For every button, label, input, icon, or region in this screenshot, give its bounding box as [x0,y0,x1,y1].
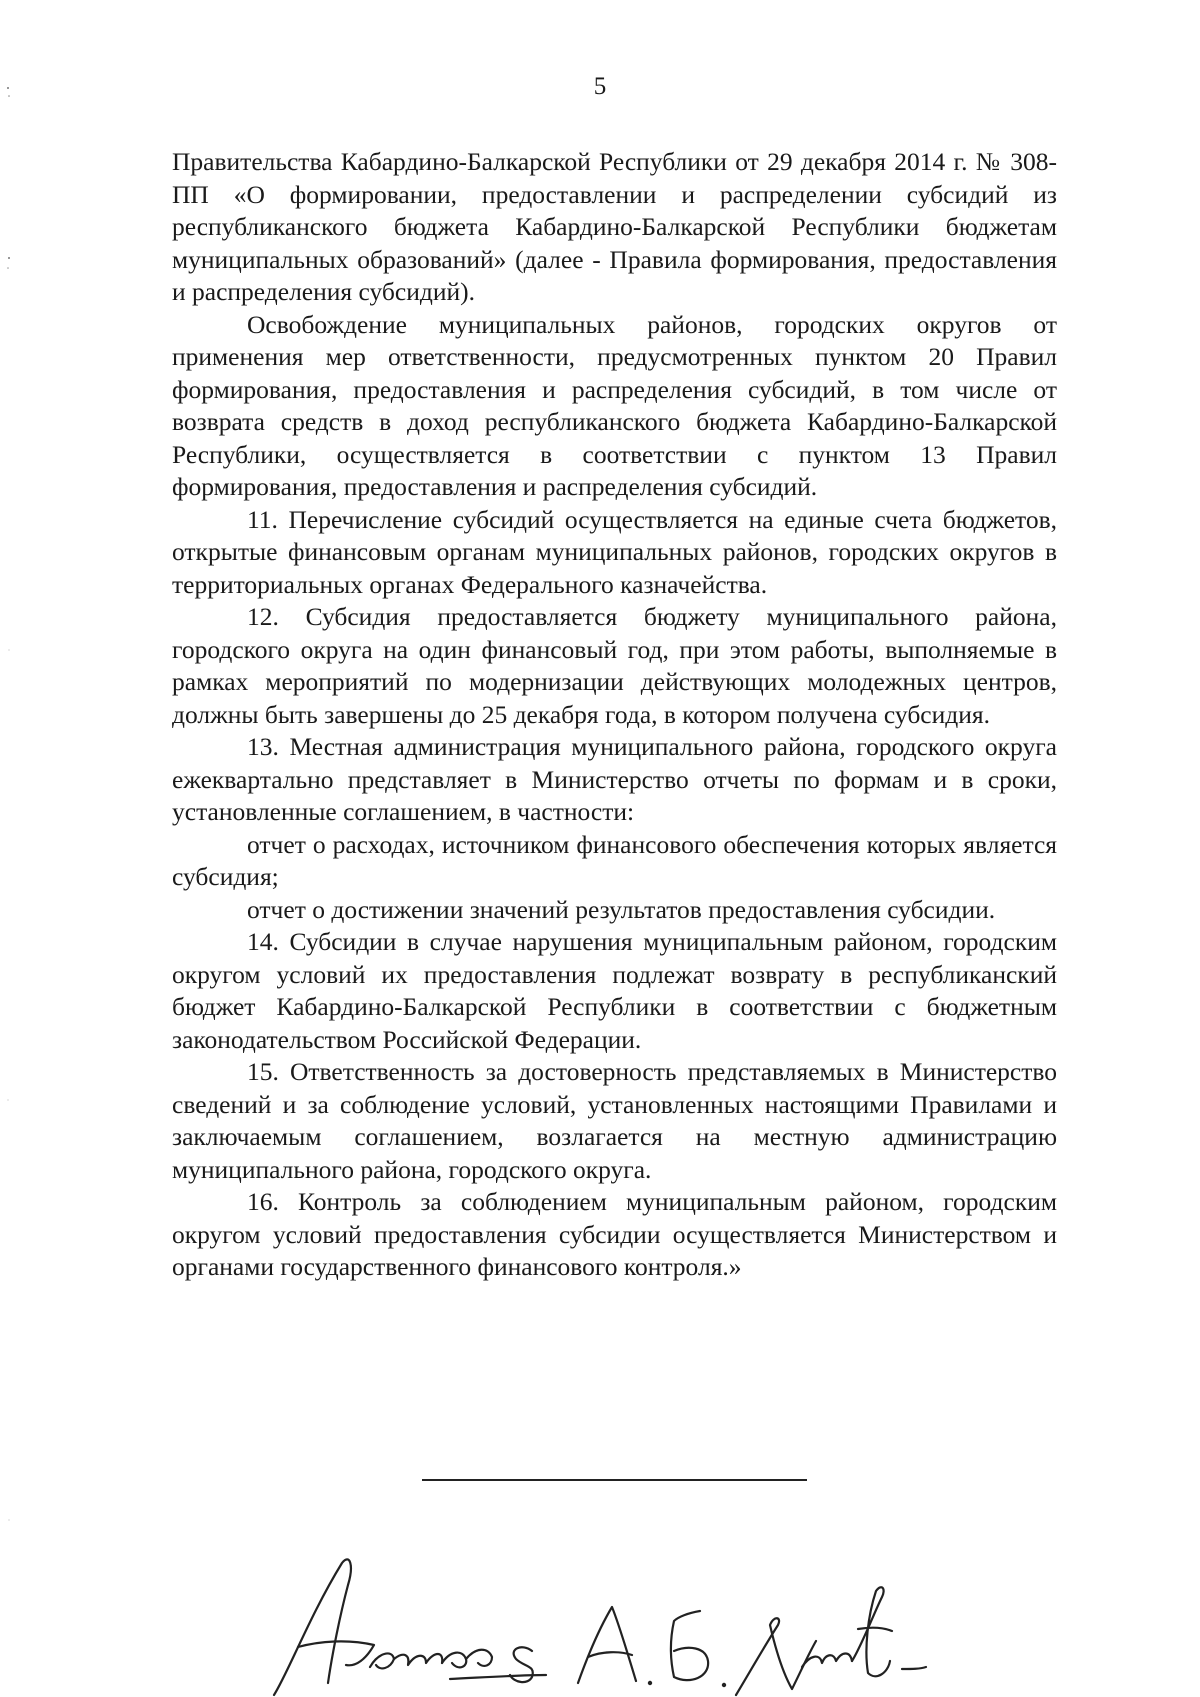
page-number: 5 [593,73,607,100]
document-body [172,146,1057,1284]
end-separator-line [422,1479,807,1481]
paragraph-13: 13. Местная администрация муниципального района, городского округа ежеквартально представляет в Министерство отчеты по формам и в сроки, установленные соглашением, в частности: [172,732,1057,826]
paragraph-intro: Правительства Кабардино-Балкарской Республики от 29 декабря 2014 г. № 308-ПП «О формировании, предоставлении и распределении субсидий из республиканского бюджета Кабардино-Балкарской Республики бюджетам муниципальных образований» (далее - Правила формирования, предоставления и распределения субсидий). [172,147,1057,306]
handwritten-signature [270,1555,930,1697]
paragraph-12: 12. Субсидия предоставляется бюджету муниципального района, городского округа на один финансовый год, при этом работы, выполняемые в рамках мероприятий по модернизации действующих молодежных центров, должны быть завершены до 25 декабря года, в котором получена субсидия. [172,602,1057,729]
paragraph-13-expense-report: отчет о расходах, источником финансового обеспечения которых является субсидия; [172,829,1057,891]
paragraph-11: 11. Перечисление субсидий осуществляется на единые счета бюджетов, открытые финансовым органам муниципальных районов, городских округов в территориальных органах Федерального казначейства. [172,504,1057,599]
paragraph-exemption: Освобождение муниципальных районов, городских округов от применения мер ответственности, предусмотренных пунктом 20 Правил формирования, предоставления и распределения субсидий, в том числе от возврата средств в доход республиканского бюджета Кабардино-Балкарской Республики, осуществляется в соответствии с пунктом 13 Правил формирования, предоставления и распределения субсидий. [172,309,1057,501]
paragraph-13-results-report: отчет о достижении значений результатов предоставления субсидии. [247,894,996,924]
scan-edge-marks [6,0,12,1697]
paragraph-14: 14. Субсидии в случае нарушения муниципальным районом, городским округом условий их предоставления подлежат возврату в республиканский бюджет Кабардино-Балкарской Республики в соответствии с бюджетным законодательством Российской Федерации. [172,927,1057,1054]
paragraph-16: 16. Контроль за соблюдением муниципальным районом, городским округом условий предоставления субсидии осуществляется Министерством и органами государственного финансового контроля.» [172,1187,1057,1281]
paragraph-15: 15. Ответственность за достоверность представляемых в Министерство сведений и за соблюдение условий, установленных настоящими Правилами и заключаемым соглашением, возлагается на местную администрацию муниципального района, городского округа. [172,1057,1057,1184]
